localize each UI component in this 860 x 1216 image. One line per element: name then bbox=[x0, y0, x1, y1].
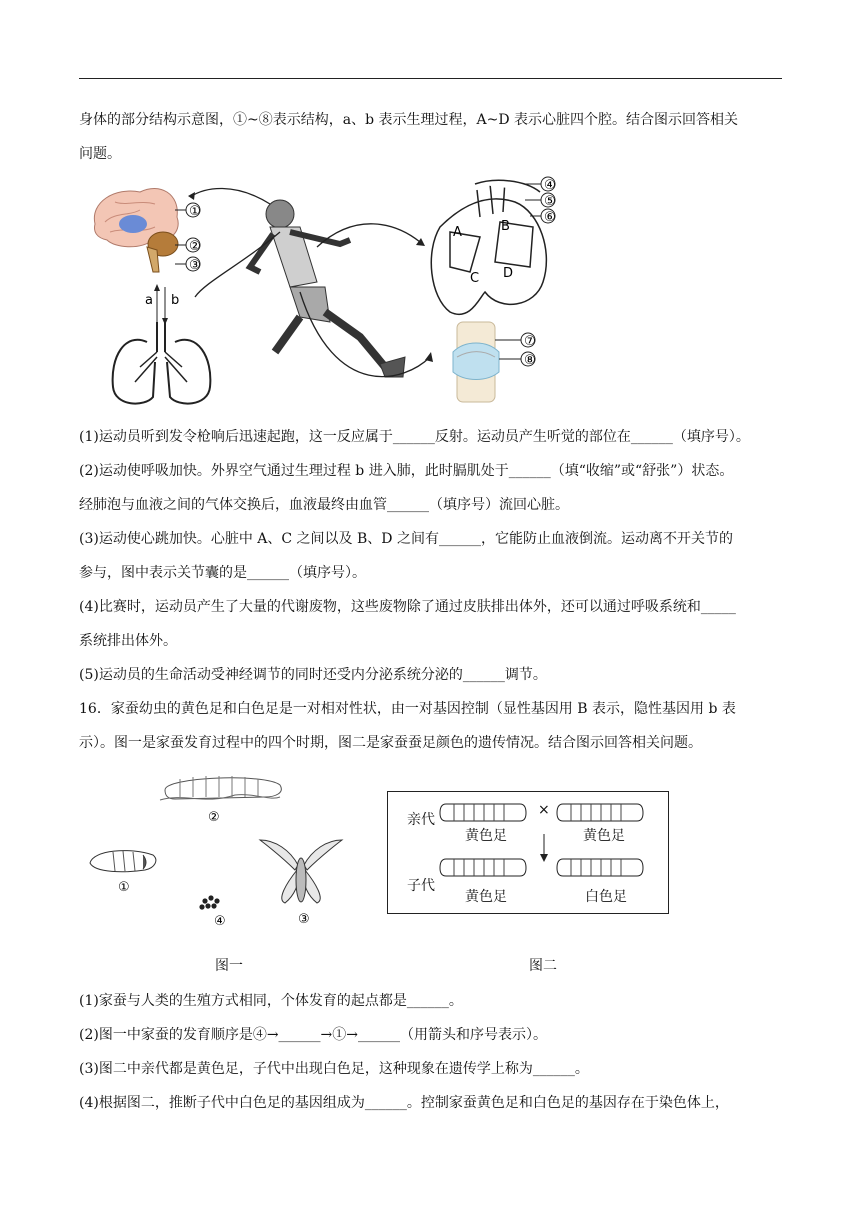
q15-item-2a: (2)运动使呼吸加快。外界空气通过生理过程 b 进入肺，此时膈肌处于______（填“收缩”或“舒张”）状态。 bbox=[79, 463, 734, 479]
intro-line-1: 身体的部分结构示意图，①~⑧表示结构，a、b 表示生理过程，A~D 表示心脏四个腔。结合图示回答相关 bbox=[79, 112, 739, 128]
label-a: a bbox=[145, 293, 153, 308]
q16-item-2: (2)图一中家蚕的发育顺序是④→______→①→______（用箭头和序号表示）。 bbox=[79, 1027, 548, 1043]
q15-item-2b: 经肺泡与血液之间的气体交换后，血液最终由血管______（填序号）流回心脏。 bbox=[79, 497, 569, 513]
egg-illustration bbox=[199, 895, 219, 909]
q15-item-3b: 参与，图中表示关节囊的是______（填序号）。 bbox=[79, 565, 366, 581]
label-C: C bbox=[470, 271, 480, 286]
q16-item-4: (4)根据图二，推断子代中白色足的基因组成为______。控制家蚕黄色足和白色足的基因存在于染色体上， bbox=[79, 1095, 729, 1111]
child-worm-1 bbox=[440, 859, 526, 876]
child-worm-2 bbox=[557, 859, 643, 876]
silkworm-lifecycle-figure bbox=[85, 765, 365, 930]
cross-symbol: × bbox=[538, 802, 550, 818]
lifecycle-label-2: ② bbox=[208, 810, 220, 825]
child-generation-label: 子代 bbox=[407, 878, 435, 894]
joint-illustration bbox=[453, 322, 499, 402]
label-B: B bbox=[501, 219, 510, 234]
pupa-illustration bbox=[90, 851, 156, 872]
label-2: ② bbox=[189, 239, 201, 254]
label-A: A bbox=[453, 225, 462, 240]
q15-item-1: (1)运动员听到发令枪响后迅速起跑，这一反应属于______反射。运动员产生听觉的部位在______（填序号）。 bbox=[79, 429, 750, 445]
parent-2-label: 黄色足 bbox=[583, 828, 625, 844]
q15-item-4a: (4)比赛时，运动员产生了大量的代谢废物，这些废物除了通过皮肤排出体外，还可以通过呼吸系统和_____ bbox=[79, 599, 736, 615]
lifecycle-label-1: ① bbox=[118, 880, 130, 895]
figure-2-caption: 图二 bbox=[529, 958, 557, 974]
label-5: ⑤ bbox=[544, 194, 556, 209]
lifecycle-label-3: ③ bbox=[298, 912, 310, 927]
q16-item-3: (3)图二中亲代都是黄色足，子代中出现白色足，这种现象在遗传学上称为______。 bbox=[79, 1061, 589, 1077]
q15-item-4b: 系统排出体外。 bbox=[79, 633, 177, 649]
moth-illustration bbox=[260, 840, 342, 903]
runner-illustration bbox=[250, 200, 405, 377]
q16-item-1: (1)家蚕与人类的生殖方式相同，个体发育的起点都是______。 bbox=[79, 993, 463, 1009]
label-D: D bbox=[503, 266, 514, 281]
intro-line-2: 问题。 bbox=[79, 146, 121, 162]
label-4: ④ bbox=[544, 178, 556, 193]
figure-1-caption: 图一 bbox=[215, 958, 243, 974]
larva-illustration bbox=[160, 776, 281, 800]
q15-item-5: (5)运动员的生命活动受神经调节的同时还受内分泌系统分泌的______调节。 bbox=[79, 667, 547, 683]
brain-illustration bbox=[94, 188, 178, 272]
child-1-label: 黄色足 bbox=[465, 889, 507, 905]
body-structure-figure bbox=[85, 172, 565, 407]
parent-generation-label: 亲代 bbox=[407, 812, 435, 828]
label-3: ③ bbox=[189, 258, 201, 273]
header-rule bbox=[79, 78, 782, 79]
q16-intro-2: 示）。图一是家蚕发育过程中的四个时期，图二是家蚕蚕足颜色的遗传情况。结合图示回答相关问题。 bbox=[79, 735, 702, 751]
label-b: b bbox=[171, 293, 180, 308]
q15-item-3a: (3)运动使心跳加快。心脏中 A、C 之间以及 B、D 之间有______，它能防止血液倒流。运动离不开关节的 bbox=[79, 531, 733, 547]
lifecycle-label-4: ④ bbox=[214, 914, 226, 929]
label-7: ⑦ bbox=[524, 334, 536, 349]
label-8: ⑧ bbox=[524, 353, 536, 368]
question-15-items bbox=[79, 420, 784, 760]
lungs-illustration bbox=[113, 322, 211, 404]
inheritance-figure bbox=[387, 791, 669, 914]
child-2-label: 白色足 bbox=[585, 889, 627, 905]
parent-worm-2 bbox=[557, 804, 643, 821]
label-1: ① bbox=[189, 204, 201, 219]
parent-1-label: 黄色足 bbox=[465, 828, 507, 844]
intro-paragraph bbox=[79, 103, 784, 171]
q16-intro-1: 16．家蚕幼虫的黄色足和白色足是一对相对性状，由一对基因控制（显性基因用 B 表示，隐性基因用 b 表 bbox=[79, 701, 736, 717]
question-16-items bbox=[79, 984, 784, 1120]
label-6: ⑥ bbox=[544, 210, 556, 225]
parent-worm-1 bbox=[440, 804, 526, 821]
